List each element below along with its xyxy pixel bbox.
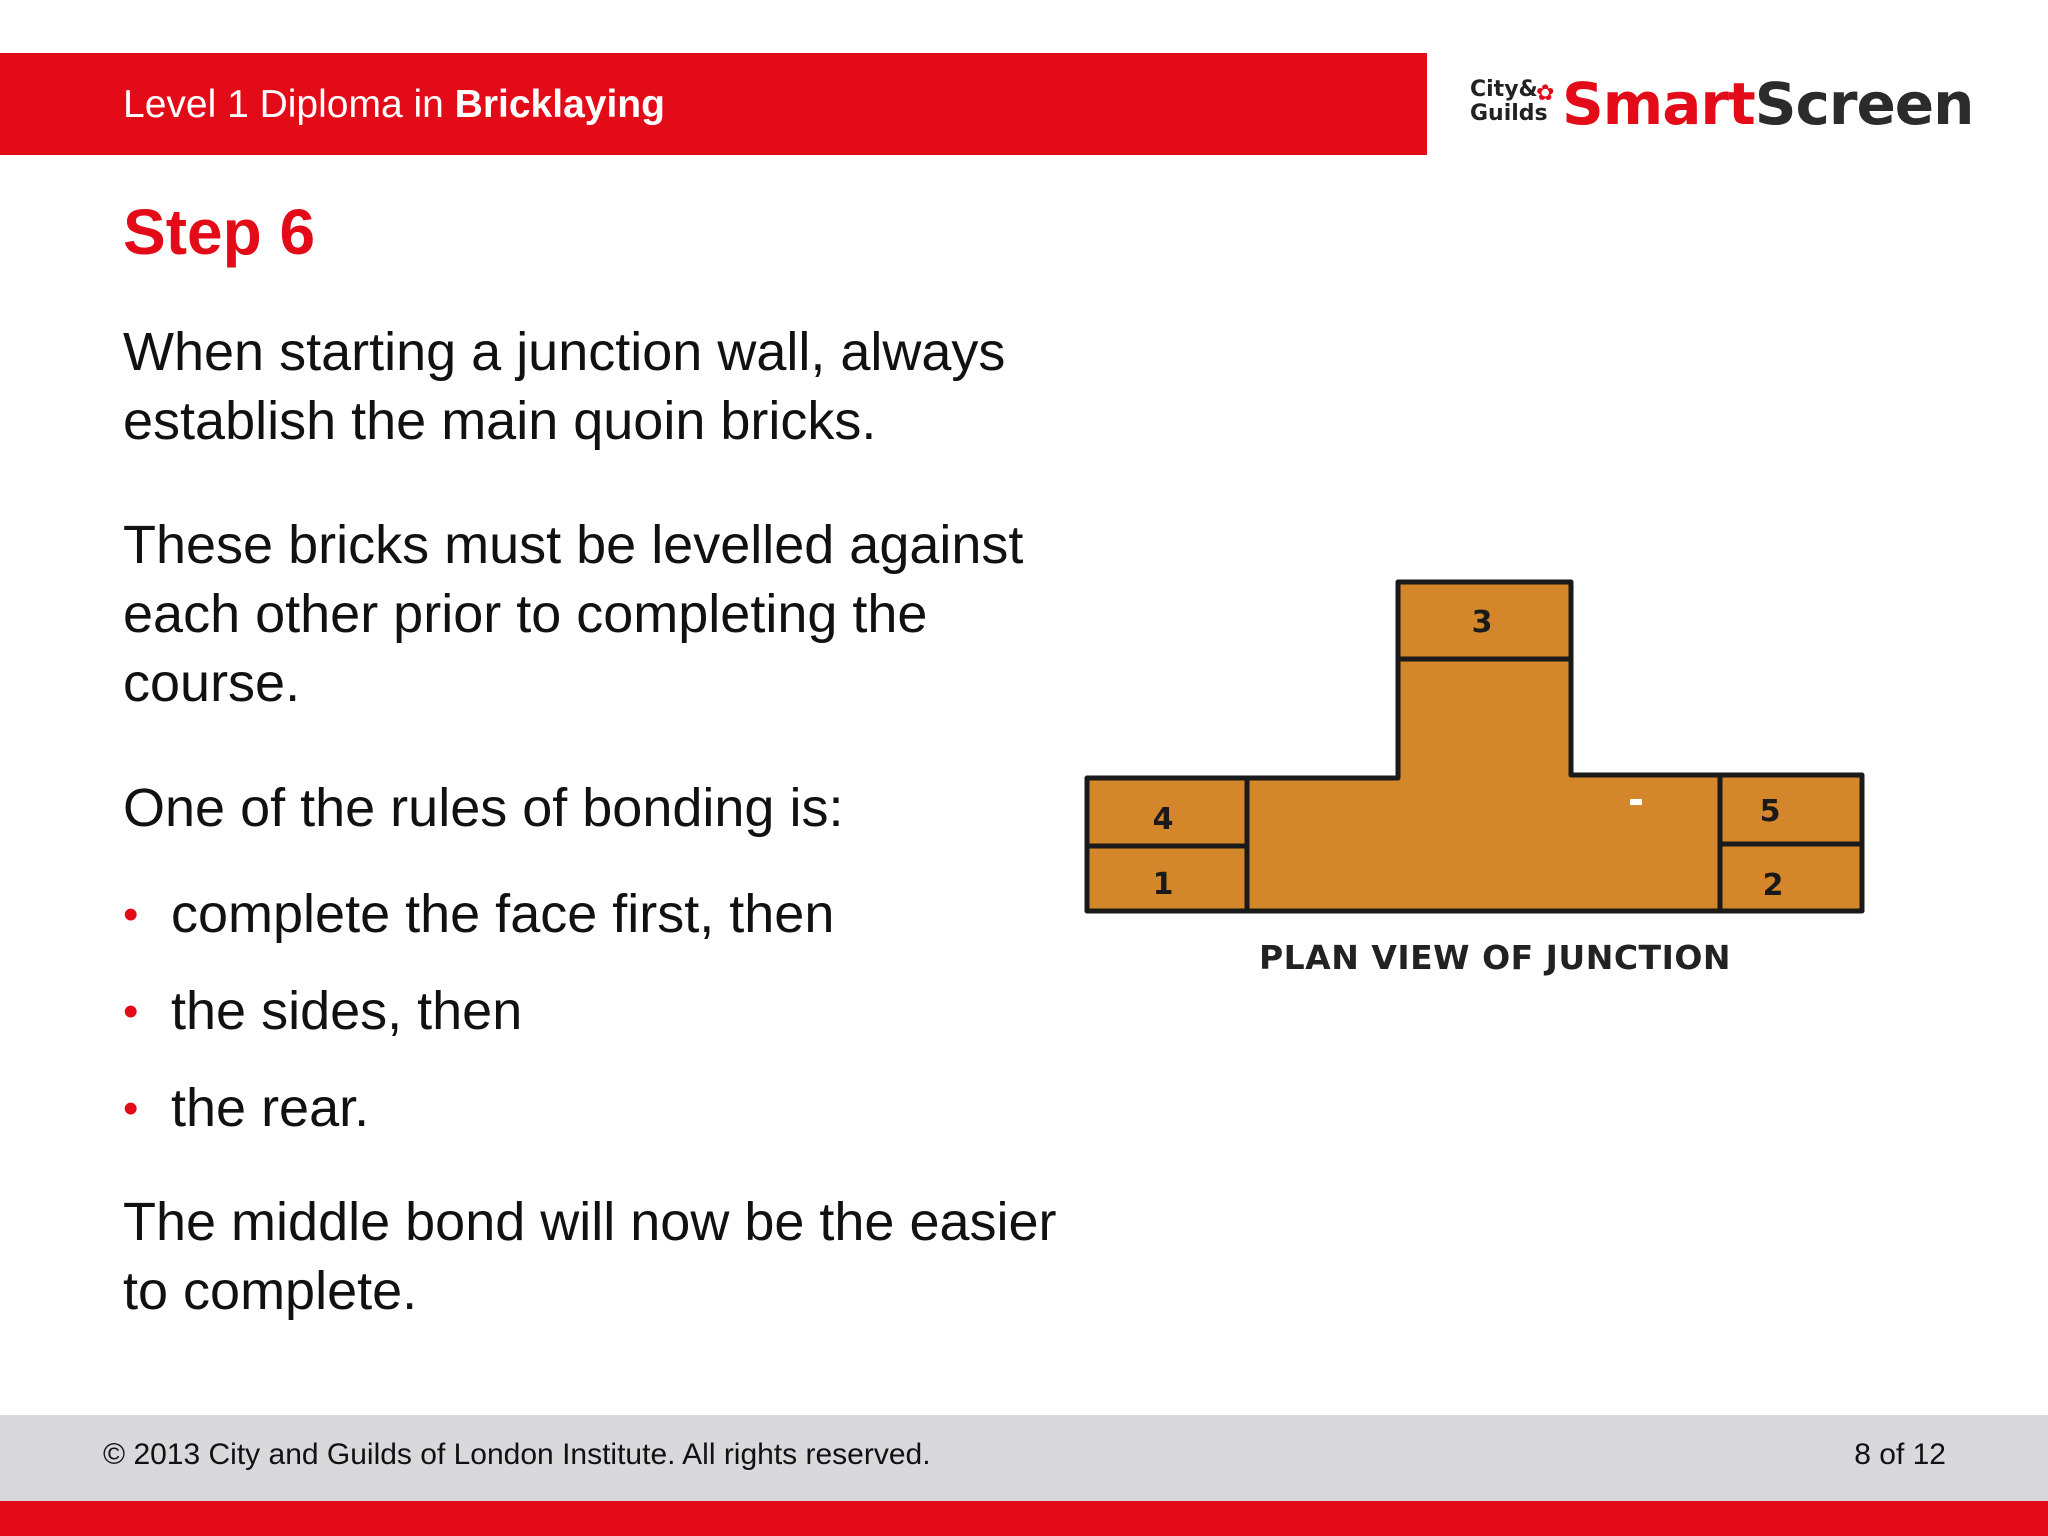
logo-line-guilds: Guilds	[1470, 101, 1548, 126]
bonding-rule-list	[123, 880, 834, 1171]
list-item-text: complete the face first, then	[171, 884, 835, 944]
list-item	[123, 880, 834, 977]
brick-label-4: 4	[1152, 802, 1174, 837]
brick-label-5: 5	[1759, 794, 1781, 829]
slide-title: Step 6	[123, 196, 316, 268]
logo-word-screen: Screen	[1754, 70, 1974, 138]
logo-line-city: City&	[1470, 77, 1538, 102]
bullet-icon: •	[123, 987, 139, 1036]
list-item	[123, 1074, 834, 1171]
brick-label-1: 1	[1152, 867, 1174, 902]
paragraph-levelled: These bricks must be levelled against each other prior to completing the course.	[123, 515, 1024, 713]
bullet-icon: •	[123, 890, 139, 939]
course-prefix: Level 1 Diploma in	[123, 83, 455, 126]
junction-plan-diagram	[1080, 575, 1870, 985]
paragraph-middle-bond: The middle bond will now be the easier to complete.	[123, 1192, 1057, 1321]
list-item-text: the rear.	[171, 1078, 370, 1138]
diagram-caption: PLAN VIEW OF JUNCTION	[1258, 938, 1732, 977]
bottom-accent-bar	[0, 1501, 2048, 1536]
bullet-icon: •	[123, 1084, 139, 1133]
flower-icon: ✿	[1536, 80, 1555, 105]
course-subject: Bricklaying	[454, 83, 665, 126]
copyright-notice: © 2013 City and Guilds of London Institute. All rights reserved.	[103, 1438, 931, 1471]
paragraph-bonding-rule: One of the rules of bonding is:	[123, 778, 844, 838]
list-item	[123, 977, 834, 1074]
logo-word-smart: Smart	[1562, 70, 1755, 138]
paragraph-quoin: When starting a junction wall, always establish the main quoin bricks.	[123, 322, 1006, 451]
brick-label-3: 3	[1471, 605, 1493, 640]
list-item-text: the sides, then	[171, 981, 523, 1041]
smartscreen-wordmark	[1562, 70, 1973, 138]
brick-label-2: 2	[1762, 868, 1784, 903]
city-and-guilds-smartscreen-logo	[1470, 70, 1974, 140]
course-title	[123, 80, 665, 130]
page-counter: 8 of 12	[1854, 1438, 1946, 1471]
mark	[1630, 799, 1642, 805]
junction-plan-svg	[1080, 575, 1870, 985]
